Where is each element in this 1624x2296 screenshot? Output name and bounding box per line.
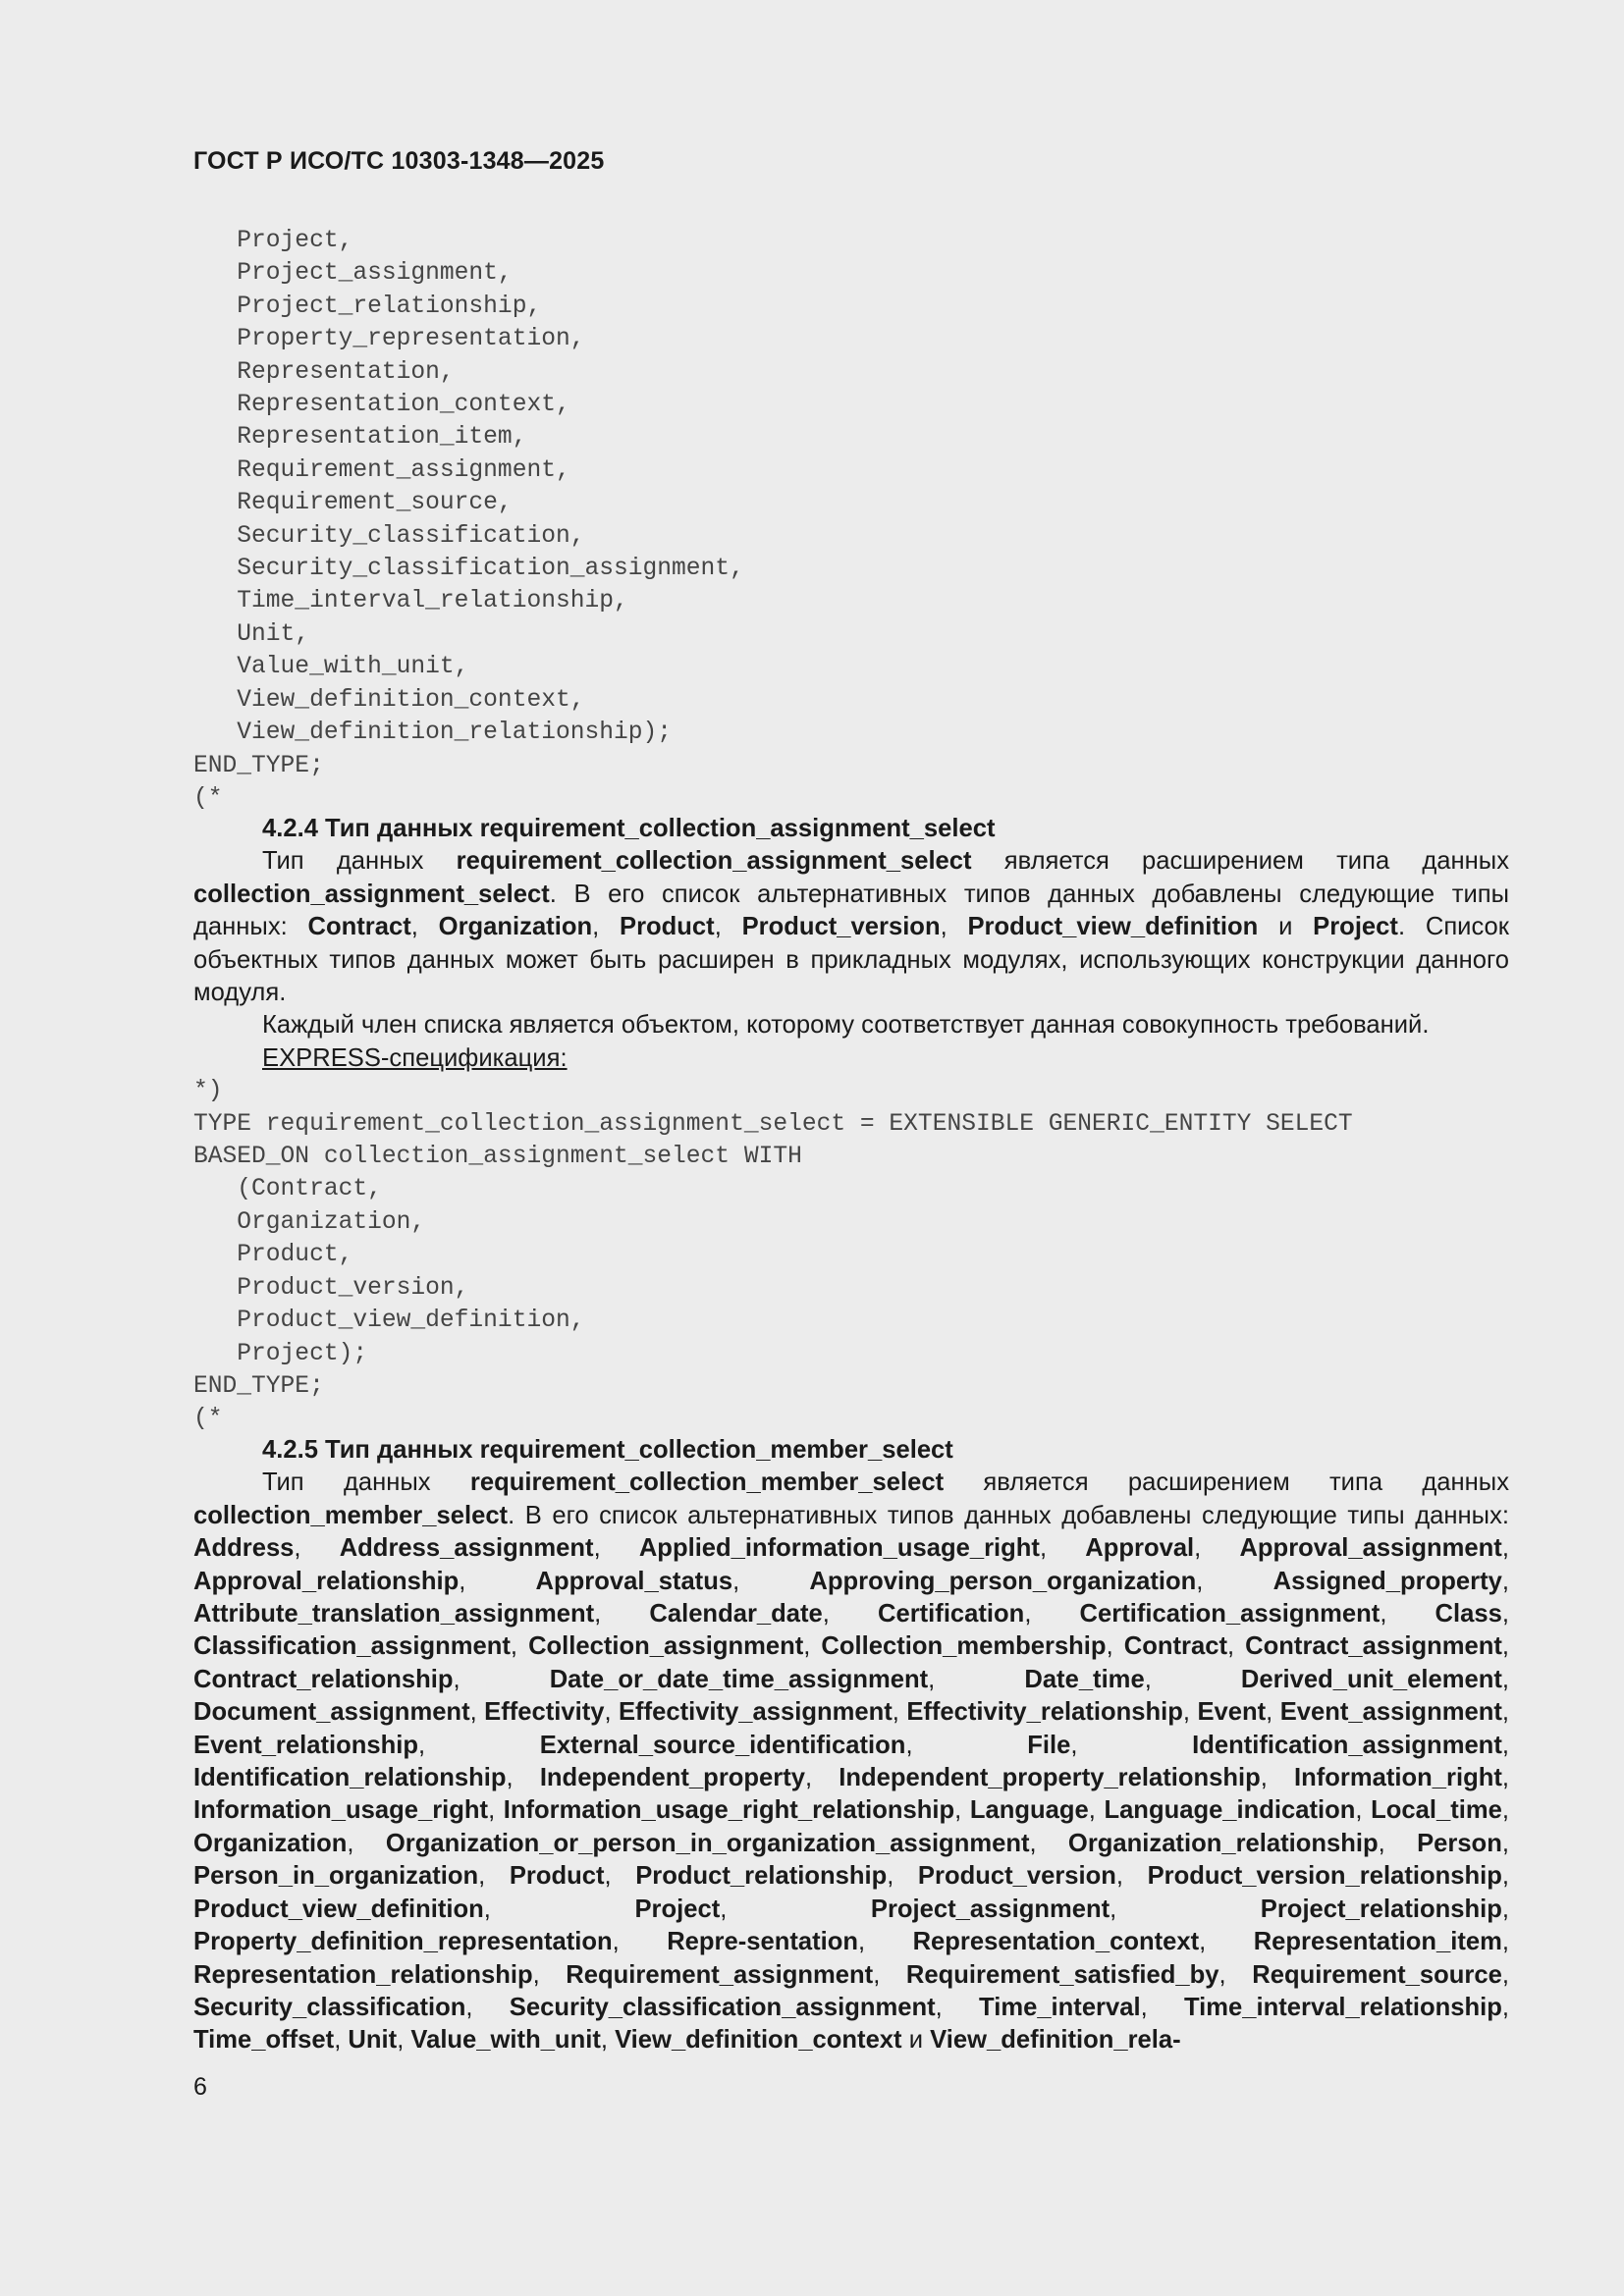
type-name: Class (1435, 1600, 1502, 1629)
type-name: Attribute_translation_assignment (193, 1600, 595, 1629)
page-header: ГОСТ Р ИСО/ТС 10303-1348—2025 (193, 147, 605, 175)
type-name: Event (1197, 1698, 1267, 1727)
type-name: Information_right (1294, 1764, 1502, 1792)
section-4-2-5 (193, 1434, 1509, 2057)
type-name: Organization_or_person_in_organization_assignment (385, 1829, 1030, 1857)
type-name: Contract_relationship (193, 1665, 454, 1693)
type-name: Person (1417, 1829, 1502, 1857)
type-name: Security_classification (193, 1993, 466, 2021)
section-4-2-4 (193, 813, 1509, 1436)
type-name: Calendar_date (649, 1600, 823, 1629)
type-name: Independent_property_relationship (839, 1764, 1261, 1792)
type-name: Collection_membership (821, 1632, 1107, 1661)
express-code-block-2: *) TYPE requirement_collection_assignment_select = EXTENSIBLE GENERIC_ENTITY SELECT BASED_ON collection_assignment_select WITH (Contract, Organization, Product, Product_version, Product_view_definition, Project); END_TYPE; (* (193, 1078, 1353, 1433)
section-4-2-5-paragraph: Тип данных requirement_collection_member_select является расширением типа данных collection_member_select. В его список альтернативных типов данных добавлены следующие типы данных: Address, Address_assignment, Applied_information_usage_right, Approval, Approval_assignment, Approval_relationship, Approval_status, Approving_person_organization, Assigned_property, Attribute_translation_assignment, Calendar_date, Certification, Certification_assignment, Class, Classification_assignment, Collection_assignment, Collection_membership, Contract, Contract_assignment, Contract_relationship, Date_or_date_time_assignment, Date_time, Derived_unit_element, Document_assignment, Effectivity, Effectivity_assignment, Effectivity_relationship, Event, Event_assignment, Event_relationship, External_source_identification, File, Identification_assignment, Identification_relationship, Independent_property, Independent_property_relationship, Information_right, Information_usage_right, Information_usage_right_relationship, Language, Language_indication, Local_time, Organization, Organization_or_person_in_organization_assignment, Organization_relationship, Person, Person_in_organization, Product, Product_relationship, Product_version, Product_version_relationship, Product_view_definition, Project, Project_assignment, Project_relationship, Property_definition_representation, Repre-sentation, Representation_context, Representation_item, Representation_relationship, Requirement_assignment, Requirement_satisfied_by, Requirement_source, Security_classification, Security_classification_assignment, Time_interval, Time_interval_relationship, Time_offset, Unit, Value_with_unit, View_definition_context и View_definition_rela- (193, 1468, 1509, 2055)
type-name: Information_usage_right (193, 1796, 489, 1825)
section-4-2-5-title: 4.2.5 Тип данных requirement_collection_member_select (262, 1436, 953, 1464)
type-name: Product_version (917, 1862, 1116, 1891)
type-name: Person_in_organization (193, 1862, 479, 1891)
type-name: File (1027, 1731, 1071, 1759)
type-name: Information_usage_right_relationship (503, 1796, 955, 1825)
type-name: Organization (193, 1829, 348, 1857)
section-4-2-4-note: Каждый член списка является объектом, которому соответствует данная совокупность требований. (262, 1011, 1430, 1040)
type-name: Certification (877, 1600, 1025, 1629)
type-name: Effectivity (484, 1698, 605, 1727)
type-name: Date_time (1024, 1665, 1145, 1693)
type-name: External_source_identification (539, 1731, 906, 1759)
type-name: Requirement_source (1252, 1960, 1502, 1989)
type-name: Time_offset (193, 2026, 335, 2055)
type-name: Effectivity_assignment (618, 1698, 893, 1727)
type-name: Local_time (1371, 1796, 1502, 1825)
type-name: Product_version_relationship (1147, 1862, 1502, 1891)
type-name: Language (969, 1796, 1089, 1825)
type-name: Requirement_satisfied_by (905, 1960, 1219, 1989)
type-name: Contract_assignment (1245, 1632, 1502, 1661)
type-name: Event_relationship (193, 1731, 418, 1759)
type-name: View_definition_context (615, 2026, 902, 2055)
type-name: Language_indication (1104, 1796, 1356, 1825)
type-name: Identification_relationship (193, 1764, 507, 1792)
type-name: Product_view_definition (193, 1895, 484, 1923)
type-name: Time_interval_relationship (1184, 1993, 1502, 2021)
type-name: Certification_assignment (1079, 1600, 1380, 1629)
type-name: Address (193, 1534, 295, 1563)
type-name: Property_definition_representation (193, 1928, 613, 1956)
type-name: Product (509, 1862, 605, 1891)
type-name: Assigned_property (1272, 1567, 1502, 1595)
type-name: Time_interval (979, 1993, 1141, 2021)
type-name: Project_relationship (1260, 1895, 1502, 1923)
type-name: Contract (1123, 1632, 1227, 1661)
section-4-2-4-paragraph: Тип данных requirement_collection_assignment_select является расширением типа данных collection_assignment_select. В его список альтернативных типов данных добавлены следующие типы данных: Contract, Organization, Product, Product_version, Product_view_definition и Project. Список объектных типов данных может быть расширен в прикладных модулях, использующих конструкции данного модуля. (193, 847, 1509, 1007)
type-name: Representation_relationship (193, 1960, 533, 1989)
type-name: Event_assignment (1279, 1698, 1502, 1727)
express-spec-label: EXPRESS-спецификация: (262, 1043, 568, 1072)
type-name: Product_relationship (635, 1862, 888, 1891)
type-name: Approval (1085, 1534, 1195, 1563)
type-name: Date_or_date_time_assignment (549, 1665, 929, 1693)
type-name: Derived_unit_element (1240, 1665, 1502, 1693)
type-list: Address, Address_assignment, Applied_information_usage_right, Approval, Approval_assignment, Approval_relationship, Approval_status, Approving_person_organization, Assigned_property, Attribute_translation_assignment, Calendar_date, Certification, Certification_assignment, Class, Classification_assignment, Collection_assignment, Collection_membership, Contract, Contract_assignment, Contract_relationship, Date_or_date_time_assignment, Date_time, Derived_unit_element, Document_assignment, Effectivity, Effectivity_assignment, Effectivity_relationship, Event, Event_assignment, Event_relationship, External_source_identification, File, Identification_assignment, Identification_relationship, Independent_property, Independent_property_relationship, Information_right, Information_usage_right, Information_usage_right_relationship, Language, Language_indication, Local_time, Organization, Organization_or_person_in_organization_assignment, Organization_relationship, Person, Person_in_organization, Product, Product_relationship, Product_version, Product_version_relationship, Product_view_definition, Project, Project_assignment, Project_relationship, Property_definition_representation, Repre-sentation, Representation_context, Representation_item, Representation_relationship, Requirement_assignment, Requirement_satisfied_by, Requirement_source, Security_classification, Security_classification_assignment, Time_interval, Time_interval_relationship, Time_offset, Unit, Value_with_unit, View_definition_context и View_definition_rela- (193, 1534, 1509, 2055)
type-name: Representation_context (912, 1928, 1200, 1956)
type-name: Value_with_unit (410, 2026, 601, 2055)
type-name: Security_classification_assignment (509, 1993, 936, 2021)
type-name: Approval_relationship (193, 1567, 460, 1595)
type-name: Approval_status (535, 1567, 733, 1595)
type-name: Document_assignment (193, 1698, 470, 1727)
section-4-2-4-title: 4.2.4 Тип данных requirement_collection_assignment_select (262, 815, 996, 842)
type-name: Independent_property (539, 1764, 805, 1792)
type-name: Project_assignment (870, 1895, 1110, 1923)
type-name: Approving_person_organization (809, 1567, 1197, 1595)
type-name: Organization_relationship (1067, 1829, 1379, 1857)
type-name: Identification_assignment (1192, 1731, 1502, 1759)
type-name: Repre-sentation (667, 1928, 859, 1956)
type-name: Requirement_assignment (566, 1960, 874, 1989)
type-name: Collection_assignment (528, 1632, 804, 1661)
type-name: Approval_assignment (1239, 1534, 1502, 1563)
type-name: Project (634, 1895, 721, 1923)
type-name: Classification_assignment (193, 1632, 511, 1661)
type-name: Unit (348, 2026, 398, 2055)
express-code-block-1: Project, Project_assignment, Project_relationship, Property_representation, Representation, Representation_context, Representation_item, Requirement_assignment, Requirement_source, Security_classification, Security_classification_assignment, Time_interval_relationship, Unit, Value_with_unit, View_definition_context, View_definition_relationship); END_TYPE; (* (193, 228, 744, 812)
type-name: Address_assignment (339, 1534, 594, 1563)
type-name: Representation_item (1253, 1928, 1502, 1956)
page-number: 6 (193, 2073, 207, 2101)
type-name: Applied_information_usage_right (638, 1534, 1040, 1563)
type-name: Effectivity_relationship (906, 1698, 1183, 1727)
type-name: View_definition_rela- (930, 2026, 1181, 2055)
